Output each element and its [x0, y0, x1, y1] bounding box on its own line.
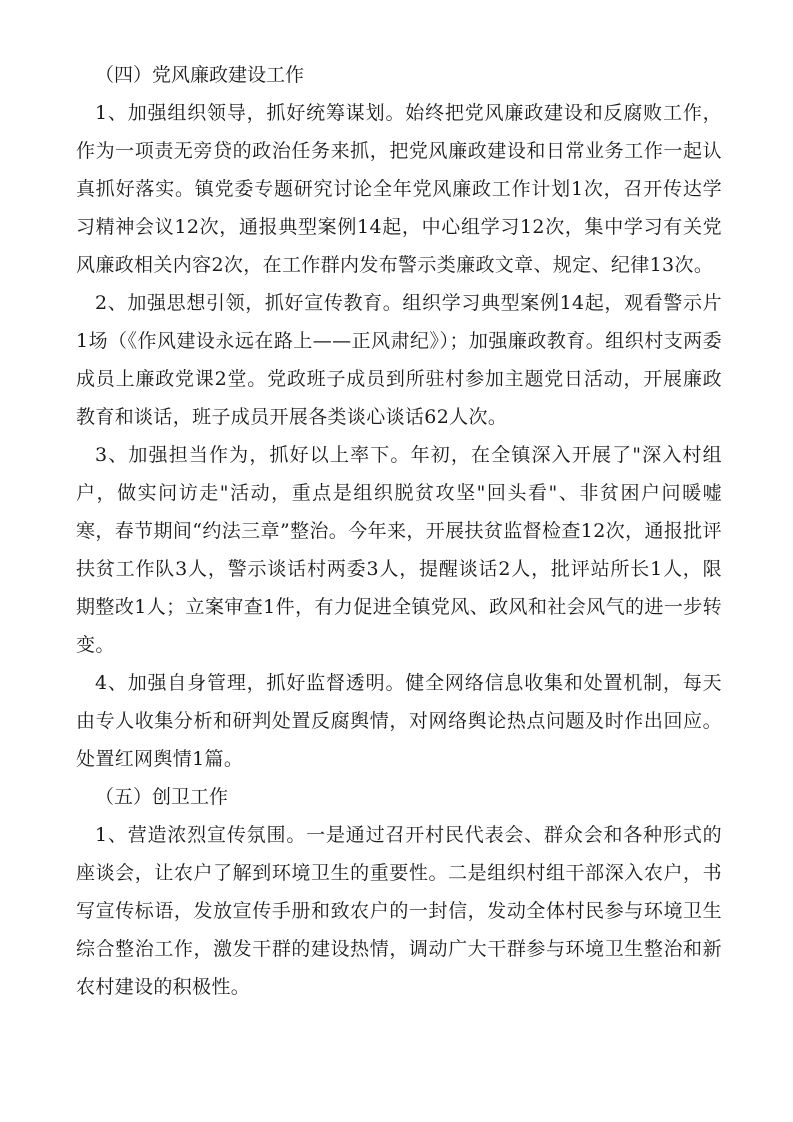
paragraph-4-3: 3、加强担当作为，抓好以上率下。年初，在全镇深入开展了"深入村组户，做实问访走"活动，重点是组织脱贫攻坚"回头看"、非贫困户问暖嘘寒，春节期间“约法三章”整治。今年来，开展扶贫监督检查12次，通报批评扶贫工作队3人，警示谈话村两委3人，提醒谈话2人，批评站所长1人，限期整改1人；立案审查1件，有力促进全镇党风、政风和社会风气的进一步转变。 — [76, 444, 722, 656]
section-heading-5: （五）创卫工作 — [95, 786, 229, 808]
paragraph-4-2: 2、加强思想引领，抓好宣传教育。组织学习典型案例14起，观看警示片1场（《作风建设永远在路上——正风肃纪》）；加强廉政教育。组织村支两委成员上廉政党课2堂。党政班子成员到所驻村参加主题党日活动，开展廉政教育和谈话，班子成员开展各类谈心谈话62人次。 — [76, 292, 722, 428]
paragraph-4-1: 1、加强组织领导，抓好统筹谋划。始终把党风廉政建设和反腐败工作，作为一项责无旁贷的政治任务来抓，把党风廉政建设和日常业务工作一起认真抓好落实。镇党委专题研究讨论全年党风廉政工作计划1次，召开传达学习精神会议12次，通报典型案例14起，中心组学习12次，集中学习有关党风廉政相关内容2次，在工作群内发布警示类廉政文章、规定、纪律13次。 — [76, 102, 722, 276]
document-body — [76, 56, 722, 1006]
section-heading-4: （四）党风廉政建设工作 — [95, 64, 305, 86]
paragraph-4-4: 4、加强自身管理，抓好监督透明。健全网络信息收集和处置机制，每天由专人收集分析和研判处置反腐舆情，对网络舆论热点问题及时作出回应。处置红网舆情1篇。 — [76, 672, 722, 770]
paragraph-5-1: 1、营造浓烈宣传氛围。一是通过召开村民代表会、群众会和各种形式的座谈会，让农户了解到环境卫生的重要性。二是组织村组干部深入农户，书写宣传标语，发放宣传手册和致农户的一封信，发动全体村民参与环境卫生综合整治工作，激发干群的建设热情，调动广大干群参与环境卫生整治和新农村建设的积极性。 — [76, 824, 722, 998]
